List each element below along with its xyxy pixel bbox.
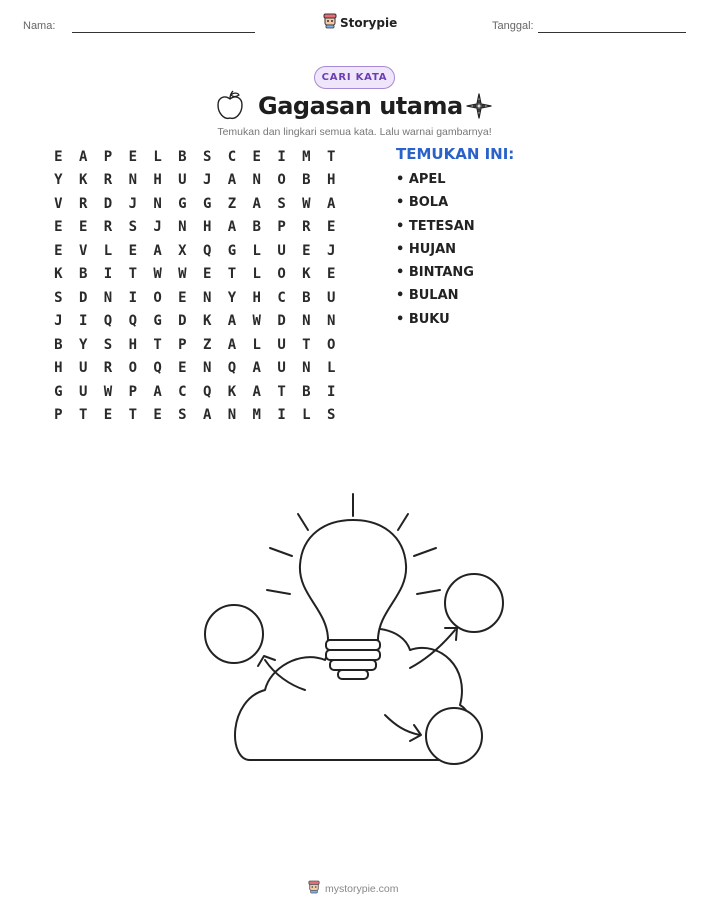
footer-url: mystorypie.com <box>325 882 399 895</box>
grid-letter[interactable]: C <box>277 289 286 306</box>
grid-letter[interactable]: H <box>128 336 137 353</box>
grid-letter[interactable]: D <box>178 313 187 330</box>
grid-letter[interactable]: U <box>78 383 88 400</box>
footer <box>308 879 399 898</box>
grid-letter[interactable]: U <box>78 360 88 377</box>
grid-letter[interactable]: G <box>202 195 212 212</box>
sparkle-icon <box>466 93 492 123</box>
name-field-line[interactable] <box>72 32 255 33</box>
instructions: Temukan dan lingkari semua kata. Lalu warnai gambarnya! <box>217 126 492 138</box>
grid-letter[interactable]: A <box>326 195 336 212</box>
grid-letter[interactable]: Z <box>227 195 237 212</box>
grid-letter[interactable]: I <box>128 289 137 306</box>
grid-row <box>46 239 344 263</box>
word-item: • BINTANG <box>396 265 474 281</box>
grid-letter[interactable]: R <box>103 360 113 377</box>
grid-letter[interactable]: E <box>103 407 113 424</box>
activity-badge: CARI KATA <box>314 66 395 89</box>
grid-letter[interactable]: K <box>202 313 212 330</box>
grid-row <box>46 310 344 334</box>
grid-letter[interactable]: E <box>326 266 336 283</box>
grid-letter[interactable]: U <box>178 172 187 189</box>
grid-letter[interactable]: U <box>277 242 286 259</box>
grid-letter[interactable]: T <box>227 266 237 283</box>
grid-letter[interactable]: O <box>326 336 336 353</box>
grid-letter[interactable]: A <box>252 195 261 212</box>
grid-letter[interactable]: R <box>103 219 113 236</box>
grid-letter[interactable]: B <box>302 289 311 306</box>
grid-letter[interactable]: N <box>202 289 212 306</box>
grid-letter[interactable]: S <box>326 407 336 424</box>
grid-letter[interactable]: W <box>302 195 311 212</box>
grid-letter[interactable]: U <box>277 360 286 377</box>
grid-letter[interactable]: R <box>78 195 88 212</box>
grid-letter[interactable]: Y <box>54 172 63 189</box>
grid-letter[interactable]: N <box>153 195 162 212</box>
grid-row <box>46 404 344 428</box>
grid-letter[interactable]: L <box>326 360 336 377</box>
grid-letter[interactable]: R <box>302 219 311 236</box>
grid-letter[interactable]: N <box>302 313 311 330</box>
grid-letter[interactable]: Q <box>202 242 212 259</box>
grid-letter[interactable]: E <box>252 148 261 165</box>
grid-letter[interactable]: E <box>302 242 311 259</box>
grid-letter[interactable]: J <box>202 172 212 189</box>
grid-letter[interactable]: I <box>277 148 286 165</box>
grid-letter[interactable]: Q <box>128 313 137 330</box>
word-item: • BOLA <box>396 195 449 211</box>
word-item: • BUKU <box>396 311 450 327</box>
grid-letter[interactable]: K <box>54 266 63 283</box>
grid-letter[interactable]: M <box>302 148 311 165</box>
grid-letter[interactable]: U <box>277 336 286 353</box>
grid-letter[interactable]: E <box>128 242 137 259</box>
grid-letter[interactable]: P <box>277 219 286 236</box>
storypie-mascot-icon <box>308 879 320 898</box>
grid-letter[interactable]: L <box>302 407 311 424</box>
grid-letter[interactable]: E <box>153 407 162 424</box>
grid-letter[interactable]: T <box>277 383 286 400</box>
grid-letter[interactable]: S <box>128 219 137 236</box>
grid-letter[interactable]: E <box>78 219 88 236</box>
grid-letter[interactable]: S <box>277 195 286 212</box>
grid-letter[interactable]: V <box>54 195 63 212</box>
apple-icon <box>215 90 245 126</box>
grid-letter[interactable]: Q <box>202 383 212 400</box>
date-field-line[interactable] <box>538 32 686 33</box>
grid-letter[interactable]: A <box>252 360 261 377</box>
grid-letter[interactable]: P <box>128 383 137 400</box>
grid-letter[interactable]: V <box>78 242 88 259</box>
grid-row <box>46 169 344 193</box>
grid-letter[interactable]: I <box>103 266 113 283</box>
grid-letter[interactable]: G <box>178 195 187 212</box>
grid-letter[interactable]: N <box>302 360 311 377</box>
grid-letter[interactable]: H <box>54 360 63 377</box>
grid-letter[interactable]: K <box>78 172 88 189</box>
grid-letter[interactable]: A <box>153 242 162 259</box>
grid-letter[interactable]: A <box>202 407 212 424</box>
grid-letter[interactable]: D <box>277 313 286 330</box>
grid-letter[interactable]: J <box>54 313 63 330</box>
grid-row <box>46 216 344 240</box>
grid-letter[interactable]: X <box>178 242 187 259</box>
grid-letter[interactable]: E <box>326 219 336 236</box>
grid-letter[interactable]: Q <box>227 360 237 377</box>
grid-letter[interactable]: E <box>54 148 63 165</box>
grid-letter[interactable]: A <box>252 383 261 400</box>
word-item: • TETESAN <box>396 218 475 234</box>
grid-letter[interactable]: P <box>103 148 113 165</box>
grid-letter[interactable]: I <box>78 313 88 330</box>
grid-letter[interactable]: J <box>153 219 162 236</box>
grid-row <box>46 380 344 404</box>
word-search-grid <box>46 145 344 427</box>
grid-letter[interactable]: E <box>202 266 212 283</box>
grid-letter[interactable]: N <box>178 219 187 236</box>
grid-letter[interactable]: E <box>128 148 137 165</box>
grid-letter[interactable]: S <box>202 148 212 165</box>
grid-letter[interactable]: H <box>153 172 162 189</box>
grid-letter[interactable]: D <box>78 289 88 306</box>
grid-letter[interactable]: M <box>252 407 261 424</box>
grid-letter[interactable]: W <box>252 313 261 330</box>
grid-letter[interactable]: D <box>103 195 113 212</box>
grid-letter[interactable]: E <box>178 289 187 306</box>
grid-letter[interactable]: N <box>252 172 261 189</box>
storypie-mascot-icon <box>323 13 337 33</box>
grid-letter[interactable]: H <box>252 289 261 306</box>
grid-letter[interactable]: S <box>54 289 63 306</box>
grid-letter[interactable]: A <box>227 172 237 189</box>
word-item: • APEL <box>396 172 446 187</box>
grid-letter[interactable]: O <box>128 360 137 377</box>
grid-letter[interactable]: N <box>128 172 137 189</box>
grid-letter[interactable]: H <box>202 219 212 236</box>
grid-letter[interactable]: G <box>54 383 63 400</box>
grid-letter[interactable]: A <box>227 313 237 330</box>
grid-letter[interactable]: O <box>277 172 286 189</box>
grid-letter[interactable]: P <box>54 407 63 424</box>
grid-letter[interactable]: B <box>54 336 63 353</box>
grid-letter[interactable]: Y <box>78 336 88 353</box>
grid-row <box>46 263 344 287</box>
grid-letter[interactable]: B <box>252 219 261 236</box>
brand-logo <box>323 13 397 33</box>
grid-letter[interactable]: K <box>227 383 237 400</box>
grid-letter[interactable]: G <box>153 313 162 330</box>
grid-letter[interactable]: L <box>153 148 162 165</box>
grid-row <box>46 333 344 357</box>
grid-letter[interactable]: Y <box>227 289 237 306</box>
grid-row <box>46 357 344 381</box>
grid-letter[interactable]: P <box>178 336 187 353</box>
grid-letter[interactable]: E <box>54 219 63 236</box>
grid-letter[interactable]: I <box>326 383 336 400</box>
lightbulb-cloud-illustration <box>200 488 510 772</box>
grid-letter[interactable]: T <box>128 266 137 283</box>
date-label: Tanggal: <box>492 20 534 32</box>
grid-letter[interactable]: A <box>227 219 237 236</box>
grid-letter[interactable]: L <box>252 266 261 283</box>
grid-letter[interactable]: T <box>302 336 311 353</box>
grid-letter[interactable]: R <box>103 172 113 189</box>
grid-letter[interactable]: E <box>54 242 63 259</box>
grid-letter[interactable]: N <box>103 289 113 306</box>
grid-letter[interactable]: L <box>103 242 113 259</box>
grid-letter[interactable]: A <box>78 148 88 165</box>
grid-letter[interactable]: B <box>302 383 311 400</box>
grid-letter[interactable]: T <box>128 407 137 424</box>
grid-letter[interactable]: K <box>302 266 311 283</box>
grid-letter[interactable]: L <box>252 242 261 259</box>
grid-letter[interactable]: N <box>227 407 237 424</box>
name-label: Nama: <box>23 20 56 32</box>
brand-name: Storypie <box>340 16 398 30</box>
grid-letter[interactable]: Q <box>153 360 162 377</box>
grid-letter[interactable]: E <box>178 360 187 377</box>
grid-letter[interactable]: A <box>227 336 237 353</box>
grid-letter[interactable]: O <box>153 289 162 306</box>
grid-letter[interactable]: O <box>277 266 286 283</box>
grid-letter[interactable]: N <box>202 360 212 377</box>
grid-letter[interactable]: J <box>128 195 137 212</box>
grid-row <box>46 192 344 216</box>
word-item: • BULAN <box>396 288 459 304</box>
grid-letter[interactable]: C <box>178 383 187 400</box>
grid-letter[interactable]: Q <box>103 313 113 330</box>
grid-row <box>46 145 344 169</box>
word-item: • HUJAN <box>396 241 457 257</box>
grid-letter[interactable]: T <box>78 407 88 424</box>
grid-row <box>46 286 344 310</box>
grid-letter[interactable]: S <box>103 336 113 353</box>
grid-letter[interactable]: Z <box>202 336 212 353</box>
grid-letter[interactable]: A <box>153 383 162 400</box>
grid-letter[interactable]: S <box>178 407 187 424</box>
grid-letter[interactable]: T <box>153 336 162 353</box>
grid-letter[interactable]: J <box>326 242 336 259</box>
grid-letter[interactable]: I <box>277 407 286 424</box>
grid-letter[interactable]: T <box>326 148 336 165</box>
grid-letter[interactable]: W <box>153 266 162 283</box>
grid-letter[interactable]: L <box>252 336 261 353</box>
grid-letter[interactable]: H <box>326 172 336 189</box>
find-word-list <box>396 170 475 333</box>
grid-letter[interactable]: B <box>78 266 88 283</box>
grid-letter[interactable]: C <box>227 148 237 165</box>
grid-letter[interactable]: W <box>178 266 187 283</box>
page-title: Gagasan utama <box>258 92 463 120</box>
grid-letter[interactable]: B <box>302 172 311 189</box>
grid-letter[interactable]: N <box>326 313 336 330</box>
grid-letter[interactable]: B <box>178 148 187 165</box>
grid-letter[interactable]: U <box>326 289 336 306</box>
find-list-title: TEMUKAN INI: <box>396 145 515 163</box>
grid-letter[interactable]: W <box>103 383 113 400</box>
grid-letter[interactable]: G <box>227 242 237 259</box>
